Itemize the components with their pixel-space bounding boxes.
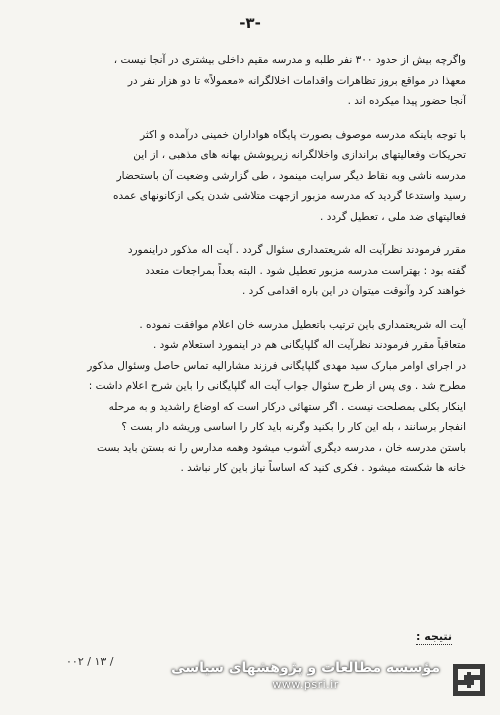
reference-number: / ۱۳ / ۰۰۲	[66, 655, 114, 668]
text-line: متعاقباً مقرر فرمودند نظرآیت اله گلپایگانی هم در اینمورد استعلام شود .	[152, 339, 466, 351]
text-line: اینکار بکلی بمصلحت نیست . اگر ستهائی درکار است که اوضاع راشدید و به مرحله	[108, 400, 466, 413]
paragraph	[42, 315, 466, 479]
text-line: با توجه باینکه مدرسه موصوف بصورت پایگاه هواداران خمینی درآمده و اکثر	[140, 128, 466, 141]
text-line: معهذا در مواقع بروز تظاهرات واقدامات اخلالگرانه «معمولاً» تا دو هزار نفر در	[127, 74, 466, 87]
text-line: آنجا حضور پیدا میکرده اند .	[347, 95, 466, 107]
text-line: مطرح شد . وی پس از طرح سئوال جواب آیت اله گلپایگانی را باین شرح اعلام داشت :	[88, 380, 466, 392]
paragraph	[42, 240, 466, 302]
conclusion-label: نتیجه :	[416, 630, 452, 643]
text-line: خواهند کرد وآنوقت میتوان در این باره اقدامی کرد .	[241, 285, 466, 297]
text-line: مدرسه ناشی وبه نقاط دیگر سرایت مینمود ، طی گزارشی وضعیت آن باستحضار	[116, 169, 466, 182]
paragraph	[42, 125, 466, 228]
watermark-url: www.psri.ir	[272, 678, 339, 691]
text-line: رسید واستدعا گردید که مدرسه مزبور ازجهت متلاشی شدن یکی ازکانونهای عمده	[113, 190, 466, 202]
watermark-name: مؤسسه مطالعات و پژوهشهای سیاسی	[171, 660, 440, 676]
text-line: خانه ها شکسته میشود . فکری کنید که اساساً نیاز باین کار نباشد .	[180, 462, 466, 474]
text-line: تحریکات وفعالیتهای براندازی واخلالگرانه زیرپوشش بهانه های مذهبی ، از این	[133, 149, 466, 161]
institute-logo-icon	[452, 663, 486, 697]
text-line: آیت اله شریعتمداری باین ترتیب باتعطیل مدرسه خان اعلام موافقت نموده .	[139, 318, 466, 331]
text-line: فعالیتهای ضد ملی ، تعطیل گردد .	[320, 210, 466, 223]
text-line: گفته بود : بهتراست مدرسه مزبور تعطیل شود . البته بعداً بمراجعات متعدد	[145, 264, 466, 277]
text-line: مقرر فرمودند نظرآیت اله شریعتمداری سئوال گردد . آیت اله مذکور دراینمورد	[127, 244, 466, 256]
text-line: واگرچه بیش از حدود ۳۰۰ نفر طلبه و مدرسه مقیم داخلی بیشتری در آنجا نیست ،	[113, 54, 466, 66]
institute-watermark	[171, 660, 440, 691]
page-number: -۳-	[239, 14, 261, 32]
text-line: در اجرای اوامر مبارک سید مهدی گلپایگانی فرزند مشارالیه تماس حاصل وسئوال مذکور	[87, 359, 466, 372]
text-line: انفجار برسانند ، بله این کار را بکنید وگرنه باید کار را اساسی وریشه دار بست ؟	[121, 421, 466, 433]
document-body	[42, 50, 466, 492]
paragraph	[42, 50, 466, 112]
text-line: باستن مدرسه خان ، مدرسه دیگری آشوب میشود وهمه مدارس را نه بستن باید بست	[97, 441, 466, 454]
